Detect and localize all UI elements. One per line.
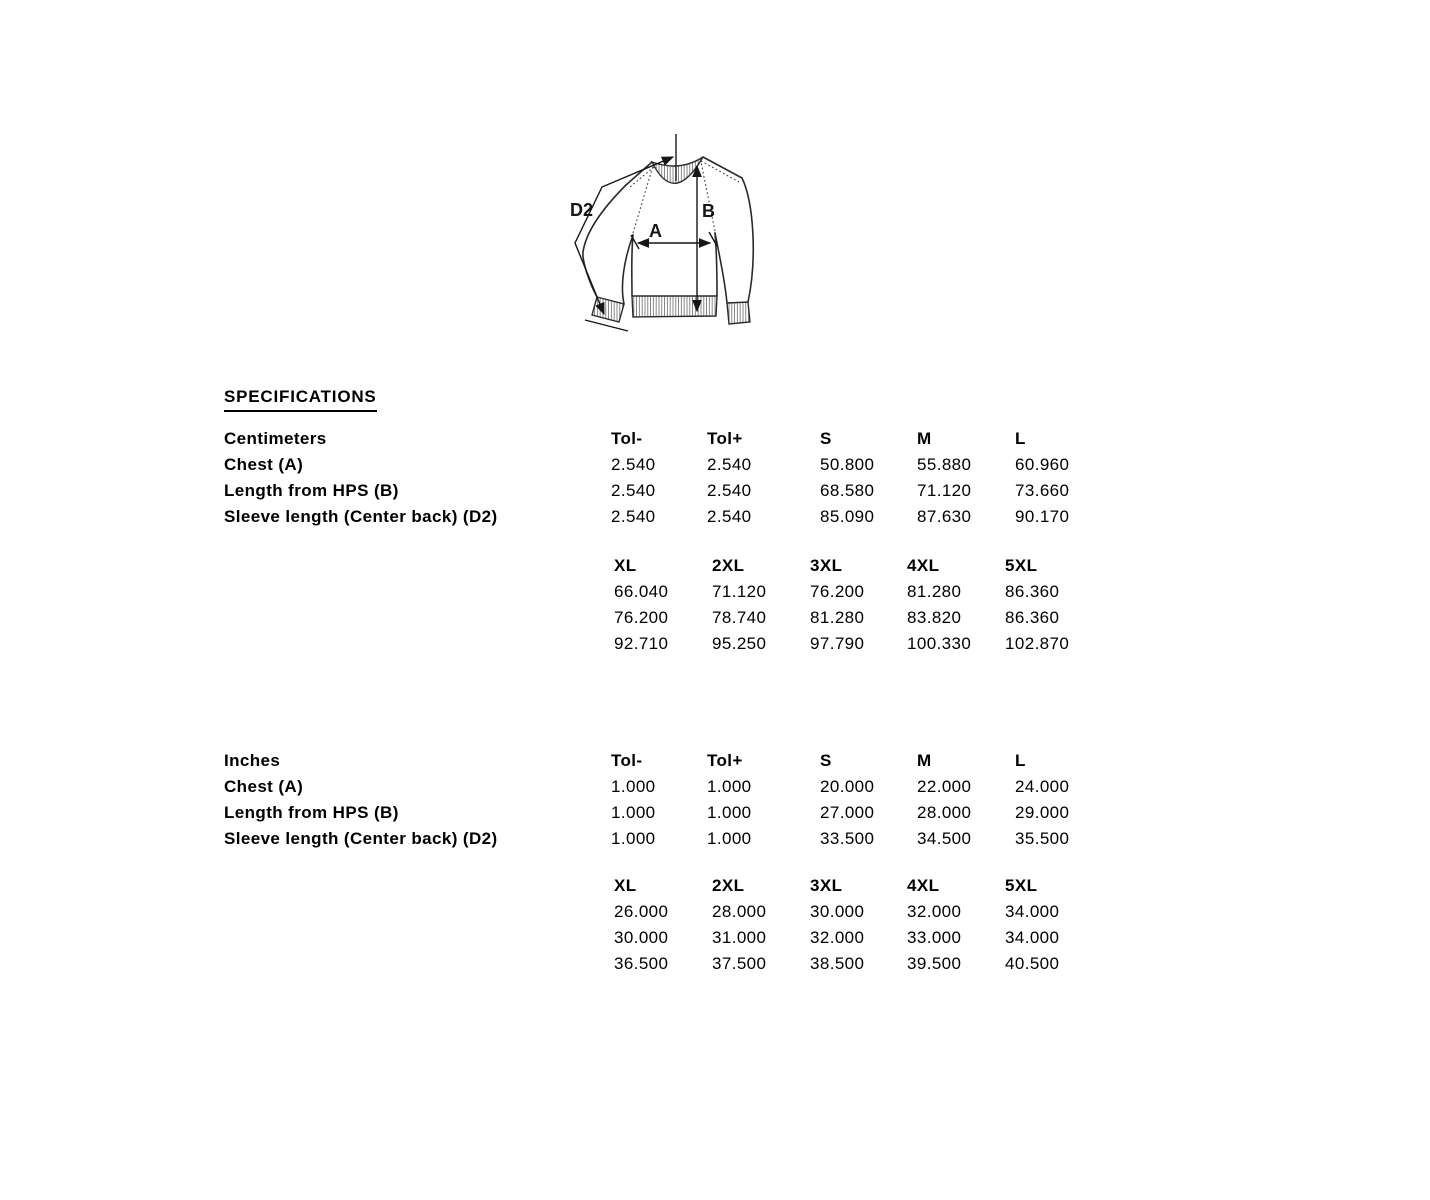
table-cell: 32.000 bbox=[810, 928, 865, 947]
table-cell: 102.870 bbox=[1005, 634, 1070, 653]
row-label: Length from HPS (B) bbox=[224, 481, 399, 500]
column-header: Tol+ bbox=[707, 429, 743, 448]
table-cell: 92.710 bbox=[614, 634, 669, 653]
table-cell: 38.500 bbox=[810, 954, 865, 973]
table-cell: 1.000 bbox=[707, 803, 752, 822]
table-cell: 1.000 bbox=[611, 803, 656, 822]
table-cell: 24.000 bbox=[1015, 777, 1070, 796]
row-label: Chest (A) bbox=[224, 777, 304, 796]
table-cell: 31.000 bbox=[712, 928, 767, 947]
column-header: M bbox=[917, 429, 932, 448]
left-cuff-rib bbox=[592, 297, 624, 322]
left-shoulder-edge bbox=[626, 162, 652, 185]
page-title: SPECIFICATIONS bbox=[224, 387, 377, 412]
table-cell: 100.330 bbox=[907, 634, 972, 653]
row-label: Chest (A) bbox=[224, 455, 304, 474]
table-cell: 73.660 bbox=[1015, 481, 1070, 500]
column-header: S bbox=[820, 751, 832, 770]
table-cell: 83.820 bbox=[907, 608, 962, 627]
column-header: 4XL bbox=[907, 556, 940, 575]
table-cell: 78.740 bbox=[712, 608, 767, 627]
garment-measurement-diagram bbox=[560, 125, 810, 337]
table-cell: 33.000 bbox=[907, 928, 962, 947]
table-cell: 32.000 bbox=[907, 902, 962, 921]
column-header: 5XL bbox=[1005, 876, 1038, 895]
table-cell: 37.500 bbox=[712, 954, 767, 973]
table-cell: 30.000 bbox=[810, 902, 865, 921]
column-header: Tol- bbox=[611, 751, 643, 770]
table-cell: 20.000 bbox=[820, 777, 875, 796]
column-header: L bbox=[1015, 751, 1026, 770]
column-header: 3XL bbox=[810, 556, 843, 575]
table-cell: 76.200 bbox=[614, 608, 669, 627]
column-header: M bbox=[917, 751, 932, 770]
table-cell: 85.090 bbox=[820, 507, 875, 526]
table-cell: 1.000 bbox=[707, 777, 752, 796]
table-cell: 2.540 bbox=[707, 507, 752, 526]
table-cell: 39.500 bbox=[907, 954, 962, 973]
cm-table-xl bbox=[614, 553, 1069, 657]
table-cell: 86.360 bbox=[1005, 608, 1060, 627]
table-cell: 28.000 bbox=[917, 803, 972, 822]
column-header: 3XL bbox=[810, 876, 843, 895]
sweatshirt-outline bbox=[583, 157, 753, 324]
table-cell: 33.500 bbox=[820, 829, 875, 848]
table-cell: 27.000 bbox=[820, 803, 875, 822]
inch-table-sml bbox=[224, 748, 1069, 852]
column-header: Tol- bbox=[611, 429, 643, 448]
table-cell: 71.120 bbox=[712, 582, 767, 601]
table-cell: 55.880 bbox=[917, 455, 972, 474]
a-label: A bbox=[649, 221, 662, 241]
d2-label: D2 bbox=[570, 200, 594, 220]
table-cell: 87.630 bbox=[917, 507, 972, 526]
table-cell: 81.280 bbox=[810, 608, 865, 627]
inch-table-xl bbox=[614, 873, 1059, 977]
table-cell: 30.000 bbox=[614, 928, 669, 947]
column-header: XL bbox=[614, 876, 637, 895]
table-cell: 35.500 bbox=[1015, 829, 1070, 848]
row-label: Sleeve length (Center back) (D2) bbox=[224, 507, 498, 526]
right-cuff-rib bbox=[727, 302, 750, 324]
table-cell: 36.500 bbox=[614, 954, 669, 973]
body-left-edge bbox=[632, 235, 633, 296]
column-header: XL bbox=[614, 556, 637, 575]
column-header: L bbox=[1015, 429, 1026, 448]
table-cell: 68.580 bbox=[820, 481, 875, 500]
hem-rib bbox=[632, 296, 717, 317]
column-header: 2XL bbox=[712, 876, 745, 895]
column-header: 4XL bbox=[907, 876, 940, 895]
column-header: 5XL bbox=[1005, 556, 1038, 575]
table-cell: 1.000 bbox=[611, 777, 656, 796]
table-cell: 40.500 bbox=[1005, 954, 1060, 973]
table-cell: 22.000 bbox=[917, 777, 972, 796]
table-cell: 81.280 bbox=[907, 582, 962, 601]
row-label: Sleeve length (Center back) (D2) bbox=[224, 829, 498, 848]
table-cell: 29.000 bbox=[1015, 803, 1070, 822]
table-cell: 76.200 bbox=[810, 582, 865, 601]
table-cell: 71.120 bbox=[917, 481, 972, 500]
collar-rib bbox=[652, 157, 703, 183]
table-cell: 2.540 bbox=[707, 481, 752, 500]
cm-table-sml bbox=[224, 426, 1069, 530]
right-shoulder-edge bbox=[703, 157, 742, 178]
table-cell: 95.250 bbox=[712, 634, 767, 653]
table-cell: 60.960 bbox=[1015, 455, 1070, 474]
table-cell: 97.790 bbox=[810, 634, 865, 653]
table-cell: 34.500 bbox=[917, 829, 972, 848]
table-cell: 2.540 bbox=[707, 455, 752, 474]
b-label: B bbox=[702, 201, 715, 221]
table-cell: 34.000 bbox=[1005, 928, 1060, 947]
column-header: S bbox=[820, 429, 832, 448]
table-cell: 50.800 bbox=[820, 455, 875, 474]
table-cell: 1.000 bbox=[611, 829, 656, 848]
table-cell: 86.360 bbox=[1005, 582, 1060, 601]
table-cell: 1.000 bbox=[707, 829, 752, 848]
table-cell: 28.000 bbox=[712, 902, 767, 921]
table-cell: 90.170 bbox=[1015, 507, 1070, 526]
table-title: Centimeters bbox=[224, 429, 327, 448]
column-header: Tol+ bbox=[707, 751, 743, 770]
d2-end-tick bbox=[585, 320, 628, 331]
right-sleeve-outer-edge bbox=[742, 178, 753, 302]
row-label: Length from HPS (B) bbox=[224, 803, 399, 822]
right-shoulder-stitch bbox=[701, 161, 739, 182]
table-cell: 2.540 bbox=[611, 481, 656, 500]
table-title: Inches bbox=[224, 751, 281, 770]
table-cell: 34.000 bbox=[1005, 902, 1060, 921]
table-cell: 26.000 bbox=[614, 902, 669, 921]
column-header: 2XL bbox=[712, 556, 745, 575]
table-cell: 66.040 bbox=[614, 582, 669, 601]
table-cell: 2.540 bbox=[611, 507, 656, 526]
table-cell: 2.540 bbox=[611, 455, 656, 474]
